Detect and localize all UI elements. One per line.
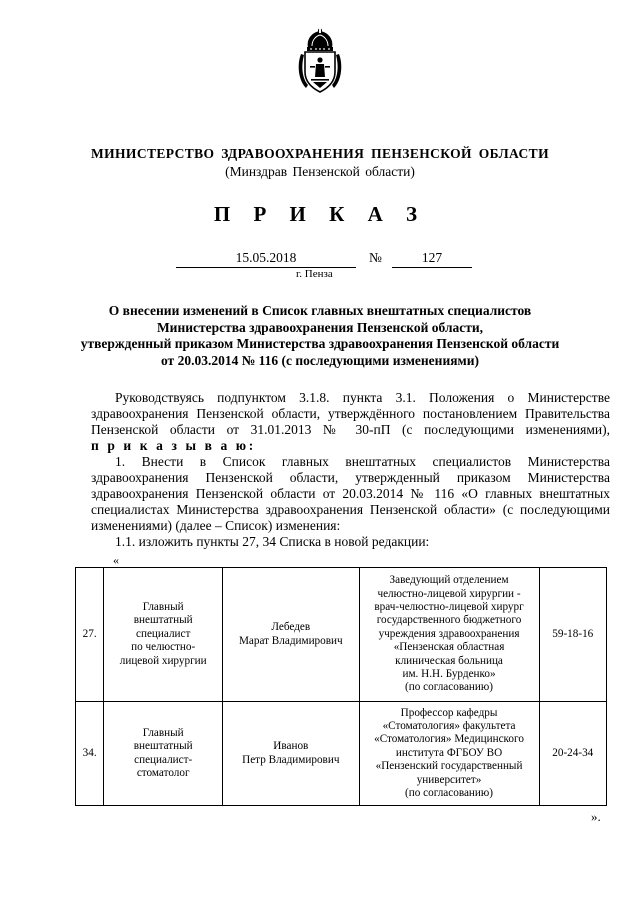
item-1-line: изменениями) (далее – Список) изменения: bbox=[91, 518, 341, 533]
heading-line: от 20.03.2014 № 116 (с последующими изменениями) bbox=[160, 352, 479, 368]
row-number: 27. bbox=[76, 568, 104, 702]
specialty-cell: Главный внештатный специалист- стоматолог bbox=[104, 702, 223, 806]
heading-line: утвержденный приказом Министерства здравоохранения Пензенской области bbox=[80, 336, 560, 351]
item-1-line: здравоохранения Пензенской области от 20.03.2014 № 116 «О главных внештатных bbox=[91, 486, 610, 501]
position-cell: Профессор кафедры «Стоматология» факультета «Стоматология» Медицинского института ФГБОУ ВО «Пензенский государственный университет» (по согласованию) bbox=[359, 702, 539, 806]
intro-paragraph bbox=[91, 390, 610, 454]
heading-line: О внесении изменений в Список главных внештатных специалистов bbox=[108, 303, 532, 318]
item-1-1: 1.1. изложить пункты 27, 34 Списка в новой редакции: bbox=[115, 534, 430, 549]
specialty-cell: Главный внештатный специалист по челюстно- лицевой хирургии bbox=[104, 568, 223, 702]
name-cell: Иванов Петр Владимирович bbox=[223, 702, 359, 806]
opening-quote: « bbox=[113, 553, 119, 567]
ministry-short-name: (Минздрав Пензенской области) bbox=[225, 164, 415, 179]
intro-line: Руководствуясь подпунктом 3.1.8. пункта 3.1. Положения о Министерстве bbox=[115, 390, 610, 405]
order-date: 15.05.2018 bbox=[235, 250, 297, 265]
item-1-line: специалистах Министерства здравоохранения Пензенской области» (с последующими bbox=[91, 502, 610, 517]
intro-line: здравоохранения Пензенской области, утверждённого постановлением Правительства bbox=[91, 406, 610, 421]
table-row bbox=[76, 702, 607, 806]
penza-coat-of-arms-icon bbox=[296, 28, 344, 94]
phone-cell: 20-24-34 bbox=[539, 702, 606, 806]
row-number: 34. bbox=[76, 702, 104, 806]
city: г. Пенза bbox=[296, 268, 333, 280]
intro-line: Пензенской области от 31.01.2013 № 30-пП (с последующими изменениями), bbox=[91, 422, 610, 437]
table-row bbox=[76, 568, 607, 702]
position-cell: Заведующий отделением челюстно-лицевой хирургии - врач-челюстно-лицевой хирург государственного бюджетного учреждения здравоохранения «Пензенская областная клиническая больница им. Н.Н. Бурденко» (по согласованию) bbox=[359, 568, 539, 702]
phone-cell: 59-18-16 bbox=[539, 568, 606, 702]
item-1-line: 1. Внести в Список главных внештатных специалистов Министерства bbox=[115, 454, 610, 469]
order-number: 127 bbox=[421, 250, 443, 265]
item-1-line: здравоохранения Пензенской области, утвержденный приказом Министерства bbox=[91, 470, 610, 485]
order-heading bbox=[50, 303, 590, 369]
item-1-paragraph bbox=[91, 454, 610, 550]
number-sign: № bbox=[369, 250, 382, 265]
ministry-name: МИНИСТЕРСТВО ЗДРАВООХРАНЕНИЯ ПЕНЗЕНСКОЙ ОБЛАСТИ bbox=[90, 146, 549, 161]
closing-quote: ». bbox=[591, 809, 601, 824]
name-cell: Лебедев Марат Владимирович bbox=[223, 568, 359, 702]
heading-line: Министерства здравоохранения Пензенской области, bbox=[156, 319, 484, 335]
specialists-table bbox=[75, 567, 607, 806]
number-underline bbox=[392, 267, 472, 268]
order-word: п р и к а з ы в а ю: bbox=[91, 438, 256, 453]
order-title: П Р И К А З bbox=[213, 202, 427, 226]
